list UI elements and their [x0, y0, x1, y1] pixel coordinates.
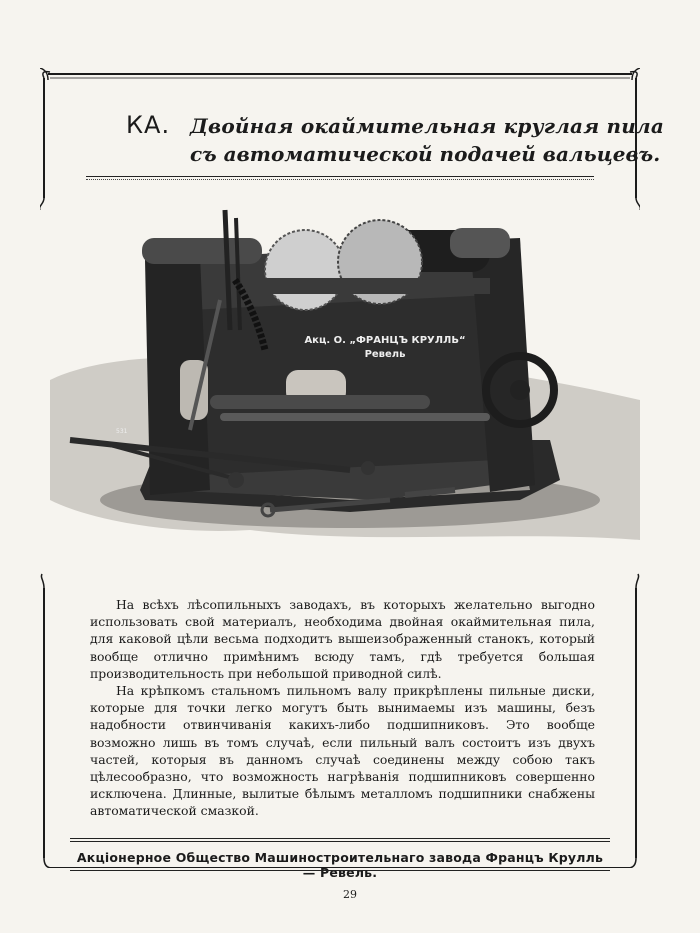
machine-plate-line-1: Акц. О. „ФРАНЦЪ КРУЛЛЬ“ [304, 335, 466, 346]
description-text [90, 596, 595, 820]
footer-rule-top-thin [70, 841, 610, 842]
footer-rule-top [70, 838, 610, 839]
publisher-footer: Акціонерное Общество Машиностроительнаго завода Францъ Крулль — Ревель. [76, 850, 604, 880]
saw-machine-illustration [50, 200, 640, 555]
footer-rule-bottom [70, 870, 610, 871]
paragraph-2: На крѣпкомъ стальномъ пильномъ валу прикрѣплены пильные диски, которые для точки легко могутъ быть вынимаемы изъ машины, безъ надобности отвинчиванія какихъ-либо подшипниковъ. Это вообще возможно лишь въ томъ случаѣ, если пильный валъ состоитъ изъ двухъ частей, которыя въ данномъ случаѣ соединены между собою такъ цѣлесообразно, что возможность нагрѣванія подшипниковъ совершенно исключена. Длинные, вылитые бѣлымъ металломъ подшипники снабжены автоматической смазкой. [90, 683, 595, 819]
figure-number: 531 [116, 428, 128, 435]
title-line-1: Двойная окаймительная круглая пила [190, 114, 664, 138]
header-rule-dotted [86, 179, 594, 180]
machine-engraving [50, 200, 640, 555]
catalog-code: КА. [126, 111, 171, 139]
page-number: 29 [343, 888, 357, 901]
title-line-2: съ автоматической подачей вальцевъ. [190, 142, 661, 166]
header-rule [86, 176, 594, 177]
machine-plate [300, 334, 470, 362]
paragraph-1: На всѣхъ лѣсопильныхъ заводахъ, въ которыхъ желательно выгодно использовать свой материалъ, необходима двойная окаймительная пила, для каковой цѣли весьма подходитъ вышеизображенный станокъ, который вообще отлично примѣнимъ всюду тамъ, гдѣ требуется большая производительность при небольшой приводной силѣ. [90, 597, 595, 681]
machine-plate-line-2: Ревель [364, 349, 406, 360]
